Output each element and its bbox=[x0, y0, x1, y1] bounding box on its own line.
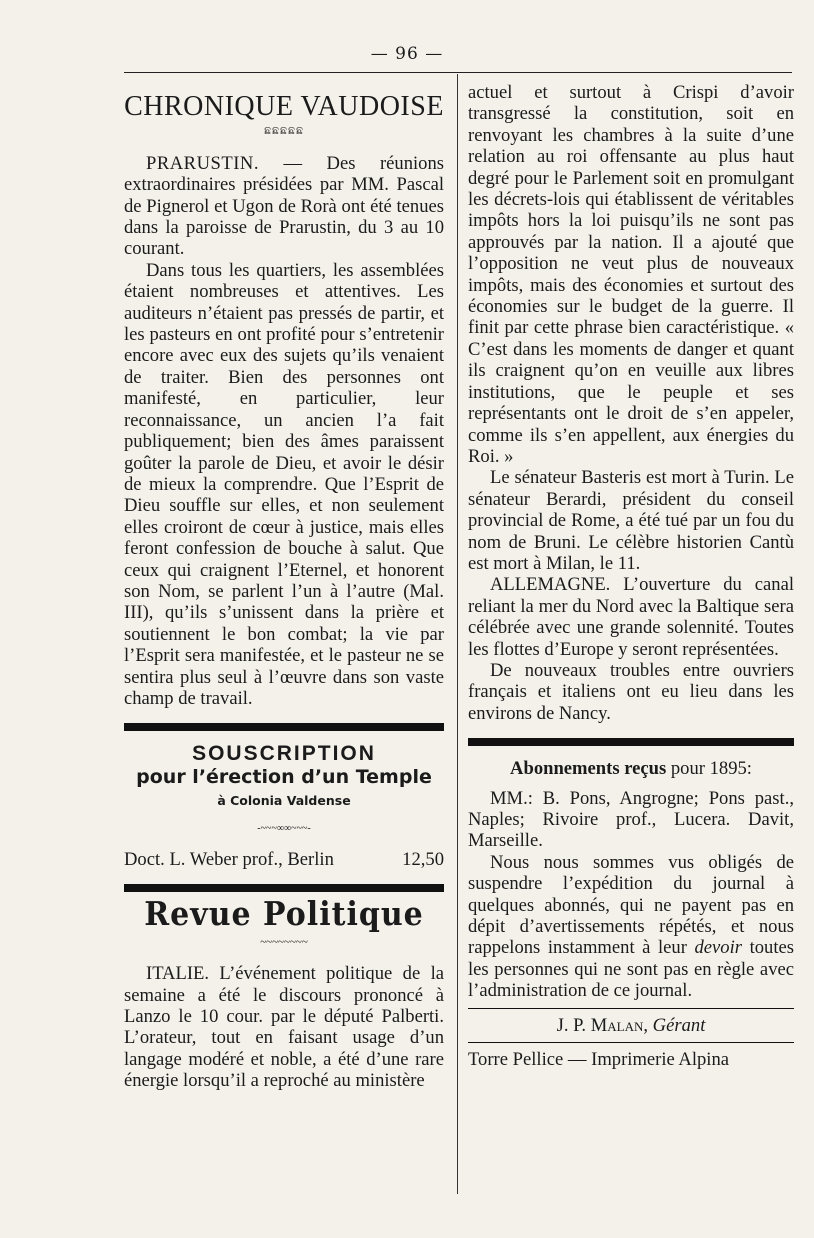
column-rule bbox=[457, 74, 458, 1194]
notice-paragraph bbox=[468, 852, 794, 1002]
allemagne-text: L’ouverture du canal reliant la mer du Nord avec la Baltique sera célébrée avec une grande solennité. Toutes les flottes d’Europe y seront représentées. bbox=[468, 574, 794, 660]
souscription-title: SOUSCRIPTION bbox=[192, 742, 376, 766]
section-divider-3 bbox=[468, 738, 794, 746]
allemagne-lead: ALLEMAGNE. bbox=[490, 574, 611, 596]
revue-title: Revue Politique bbox=[144, 895, 424, 935]
page-number: — 96 — bbox=[370, 44, 444, 64]
top-rule bbox=[124, 72, 792, 73]
prarustin-lead: PRARUSTIN. bbox=[146, 152, 259, 174]
section-divider-2 bbox=[124, 884, 444, 892]
abonnements-bold: Abonnements reçus bbox=[510, 758, 667, 780]
gerant-rule-top bbox=[468, 1008, 794, 1009]
chronique-title: CHRONIQUE VAUDOISE bbox=[124, 91, 444, 122]
right-column bbox=[468, 82, 794, 1070]
senateur-paragraph: Le sénateur Basteris est mort à Turin. Le sénateur Berardi, président du conseil provincial de Rome, a été tué par un fou du nom de Bruni. Le célèbre historien Cantù est mort à Milan, le 11. bbox=[468, 467, 794, 574]
wavy-ornament: ~~~~~~~~ bbox=[260, 935, 308, 948]
gerant-rule-bottom bbox=[468, 1042, 794, 1043]
abonnements-year: pour 1895: bbox=[666, 758, 752, 780]
abonnements-title bbox=[468, 758, 794, 779]
italie-text: L’événement politique de la semaine a été le discours prononcé à Lanzo le 10 cour. par le député Palberti. L’orateur, tout en faisant usage d’un langage modéré et noble, a été d’une rare énergie lorsqu’il a reproché au ministère bbox=[124, 963, 444, 1092]
ornament: ଛଛଛଛଛ bbox=[264, 125, 304, 138]
souscription-entry bbox=[124, 849, 444, 870]
prarustin-paragraph bbox=[124, 153, 444, 260]
notice-text-b: toutes les personnes qui ne sont pas en règle avec l’administration de ce journal. bbox=[468, 937, 794, 1002]
abonnements-list: MM.: B. Pons, Angrogne; Pons past., Naples; Rivoire prof., Lucera. Davit, Marseille. bbox=[468, 787, 794, 852]
entry-name: Doct. L. Weber prof., Berlin bbox=[124, 849, 334, 870]
prarustin-text: — Des réunions extraordinaires présidées par MM. Pascal de Pignerol et Ugon de Rorà ont été tenues dans la paroisse de Prarustin, du 3 au 10 courant. bbox=[124, 152, 444, 260]
troubles-paragraph: De nouveaux troubles entre ouvriers français et italiens ont eu lieu dans les environs de Nancy. bbox=[468, 659, 794, 724]
souscription-place: à Colonia Valdense bbox=[217, 793, 351, 809]
italie-continuation: actuel et surtout à Crispi d’avoir transgressé la constitution, soit en renvoyant les chambres à la suite d’une relation au roi offensante au plus haut degré pour le Parlement soit en promulgant les décrets-lois qui établissent de véritables impôts hors la loi puisqu’ils ne sont pas approuvés par la nation. Il a ajouté que l’opposition ne veut plus de nouveaux impôts, mais des économies et surtout des économies sur le budget de la guerre. Il finit par cette phrase bien caractéristique. « C’est dans les moments de danger et quant ils craignent qu’on en veuille aux libres institutions, que le peuple et ses représentants ont le droit de s’en appeler, comme ils s’en appellent, aux énergies du Roi. » bbox=[468, 82, 794, 467]
section-divider bbox=[124, 723, 444, 731]
left-column bbox=[124, 82, 444, 1092]
italie-paragraph bbox=[124, 963, 444, 1091]
notice-devoir: devoir bbox=[694, 937, 742, 959]
dans-tous-paragraph: Dans tous les quartiers, les assemblées étaient nombreuses et attentives. Les auditeurs n’étaient pas pressés de partir, et les pasteurs en ont profité pour s’entretenir encore avec eux des sujets qu’ils venaient de traiter. Bien des personnes ont manifesté, en particulier, leur reconnaissance, un ancien l’a fait publiquement; bien des âmes paraissent goûter la parole de Dieu, et avoir le désir de mieux la comprendre. Que l’Esprit de Dieu souffle sur elles, et non seulement elles croiront de cœur à justice, mais elles feront confession de bouche à salut. Que ceux qui craignent l’Eternel, et honorent son Nom, se parlent l’un à l’autre (Mal. III), qu’ils s’unissent dans la prière et soutiennent le bon combat; la vie par l’Esprit sera manifestée, et le pasteur ne se sentira plus seul à l’œuvre dans son vaste champ de travail. bbox=[124, 259, 444, 709]
small-ornament: -~~~∞∞~~~- bbox=[257, 822, 311, 834]
imprimerie-line: Torre Pellice — Imprimerie Alpina bbox=[468, 1049, 729, 1071]
italie-lead: ITALIE. bbox=[146, 963, 210, 985]
souscription-subtitle: pour l’érection d’un Temple bbox=[136, 765, 432, 788]
allemagne-paragraph bbox=[468, 574, 794, 660]
notice-text-a: Nous nous sommes vus obligés de suspendre l’expédition du journal à quelques abonnés, qui ne payent pas en dépit d’avertissements répétés, et nous rappelons instamment à leur bbox=[468, 851, 794, 959]
entry-amount: 12,50 bbox=[402, 849, 444, 870]
gerant-name: J. P. Malan, bbox=[556, 1014, 649, 1036]
gerant-line bbox=[468, 1015, 794, 1036]
gerant-role: Gérant bbox=[648, 1014, 706, 1036]
